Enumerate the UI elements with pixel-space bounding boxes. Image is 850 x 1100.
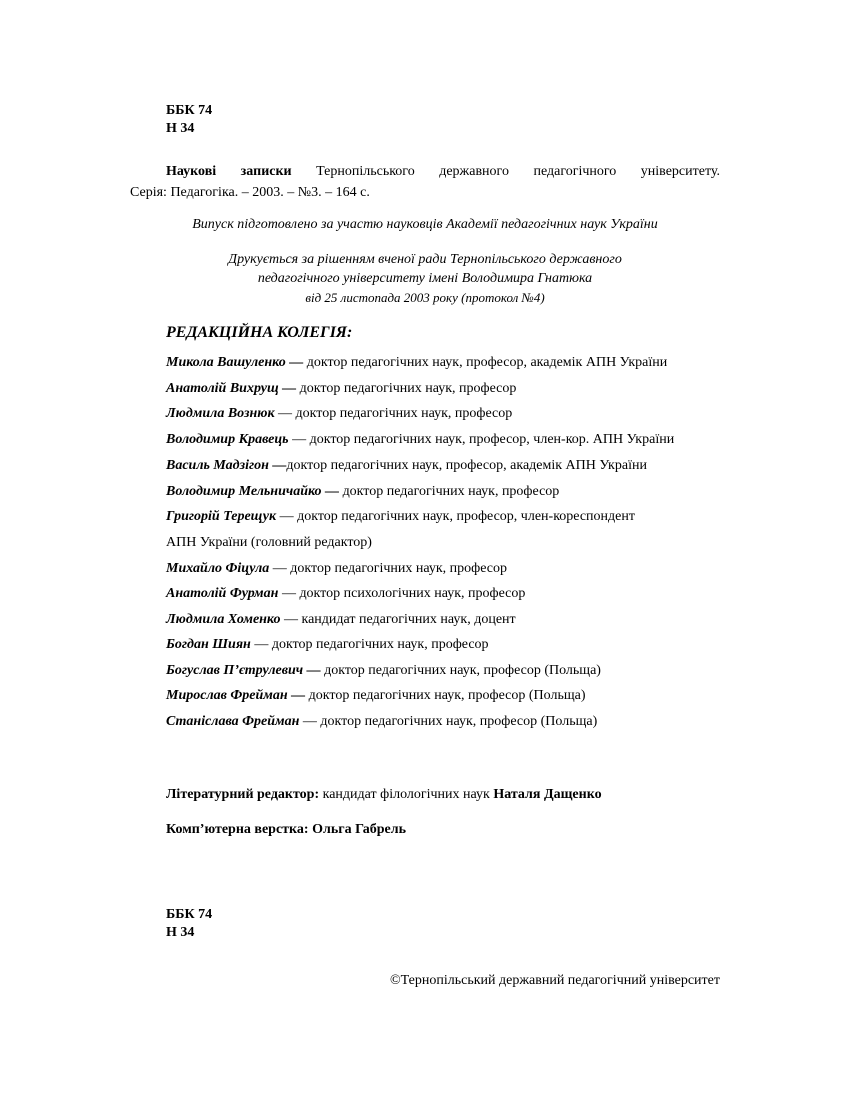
board-member bbox=[166, 380, 516, 398]
board-member bbox=[166, 534, 372, 552]
member-description: доктор педагогічних наук, професор, академік АПН України bbox=[286, 458, 647, 473]
publication-title bbox=[130, 161, 720, 203]
title-rest-1: Тернопільського державного педагогічного університету. bbox=[316, 164, 720, 179]
member-name: Богдан Шиян bbox=[166, 637, 251, 652]
h-code: Н 34 bbox=[166, 121, 195, 136]
member-name: Микола Вашуленко — bbox=[166, 355, 304, 370]
member-name: Володимир Мельничайко — bbox=[166, 484, 340, 499]
member-name: Анатолій Фурман bbox=[166, 586, 279, 601]
member-description: — доктор педагогічних наук, професор, член-кореспондент bbox=[276, 509, 635, 524]
member-description: доктор педагогічних наук, професор bbox=[339, 484, 560, 499]
decision-line-1: Друкується за рішенням вченої ради Тернопільського державного bbox=[228, 252, 622, 267]
literary-editor-label: Літературний редактор: bbox=[166, 787, 320, 802]
header-classification bbox=[166, 102, 212, 138]
board-member bbox=[166, 713, 597, 731]
copyright: ©Тернопільський державний педагогічний університет bbox=[390, 973, 720, 988]
bbk-code: ББК 74 bbox=[166, 103, 213, 118]
board-member bbox=[166, 636, 489, 654]
literary-editor bbox=[166, 787, 602, 803]
member-name: Василь Мадзігон — bbox=[166, 458, 287, 473]
member-name: Анатолій Вихрущ — bbox=[166, 381, 297, 396]
member-name: Володимир Кравець bbox=[166, 432, 289, 447]
title-bold: Наукові записки bbox=[166, 164, 292, 179]
member-name: Мирослав Фрейман — bbox=[166, 688, 306, 703]
decision-line-2: педагогічного університету імені Володимира Гнатюка bbox=[257, 271, 593, 286]
board-member bbox=[166, 560, 507, 578]
board-member bbox=[166, 687, 586, 705]
board-member bbox=[166, 508, 635, 526]
member-description: доктор педагогічних наук, професор bbox=[296, 381, 517, 396]
footer-h-code: Н 34 bbox=[166, 925, 195, 940]
board-member bbox=[166, 585, 525, 603]
board-member bbox=[166, 483, 559, 501]
title-line-1 bbox=[130, 161, 720, 182]
member-description: доктор педагогічних наук, професор (Польща) bbox=[320, 663, 601, 678]
member-name: Михайло Фіцула bbox=[166, 561, 270, 576]
layout-credit: Комп’ютерна верстка: Ольга Габрель bbox=[166, 822, 407, 837]
member-description: доктор педагогічних наук, професор (Польща) bbox=[305, 688, 586, 703]
member-description: — кандидат педагогічних наук, доцент bbox=[280, 612, 516, 627]
member-description: — доктор педагогічних наук, професор bbox=[250, 637, 489, 652]
member-description: АПН України (головний редактор) bbox=[166, 535, 372, 550]
member-description: — доктор педагогічних наук, професор bbox=[269, 561, 508, 576]
member-name: Григорій Терещук bbox=[166, 509, 277, 524]
decision-line-3: від 25 листопада 2003 року (протокол №4) bbox=[305, 290, 545, 305]
literary-editor-text: кандидат філологічних наук bbox=[319, 787, 494, 802]
board-member bbox=[166, 457, 647, 475]
board-member bbox=[166, 611, 516, 629]
board-member bbox=[166, 662, 601, 680]
participation-note: Випуск підготовлено за участю науковців Академії педагогічних наук України bbox=[192, 217, 658, 232]
member-description: доктор педагогічних наук, професор, академік АПН України bbox=[303, 355, 668, 370]
board-member bbox=[166, 431, 674, 449]
member-description: — доктор педагогічних наук, професор bbox=[274, 406, 513, 421]
member-name: Людмила Хоменко bbox=[166, 612, 281, 627]
member-description: — доктор педагогічних наук, професор, член-кор. АПН України bbox=[288, 432, 675, 447]
footer-bbk-code: ББК 74 bbox=[166, 907, 213, 922]
member-description: — доктор педагогічних наук, професор (Польща) bbox=[299, 714, 598, 729]
board-member bbox=[166, 354, 667, 372]
board-member bbox=[166, 405, 512, 423]
board-heading: РЕДАКЦІЙНА КОЛЕГІЯ: bbox=[166, 324, 353, 341]
member-description: — доктор психологічних наук, професор bbox=[278, 586, 526, 601]
title-line-2: Серія: Педагогіка. – 2003. – №3. – 164 с. bbox=[130, 185, 370, 200]
member-name: Людмила Вознюк bbox=[166, 406, 275, 421]
member-name: Богуслав П’єтрулевич — bbox=[166, 663, 321, 678]
footer-classification bbox=[166, 906, 212, 942]
member-name: Станіслава Фрейман bbox=[166, 714, 300, 729]
literary-editor-name: Наталя Дащенко bbox=[493, 787, 602, 802]
